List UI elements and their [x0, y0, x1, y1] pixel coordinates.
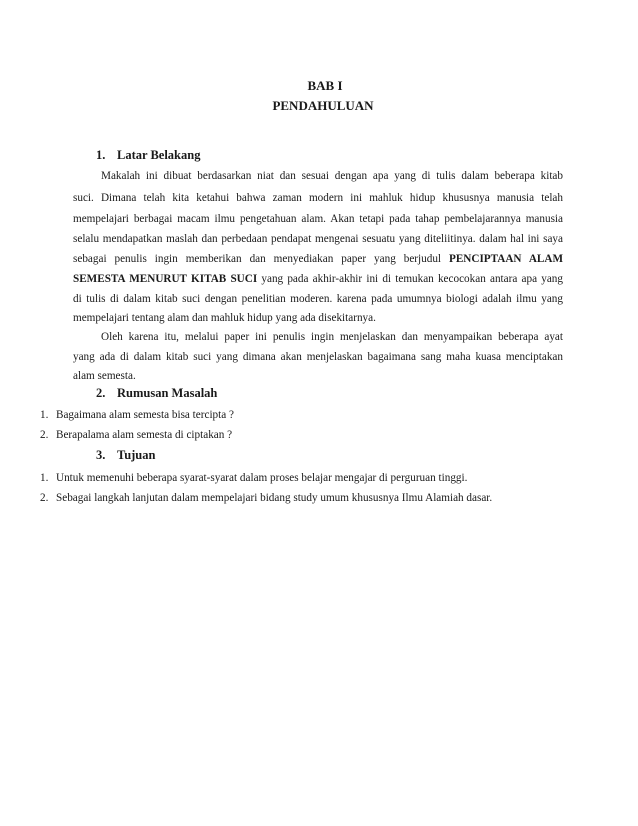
list-item: [40, 471, 468, 485]
paragraph-line: alam semesta.: [73, 370, 136, 382]
list-text: Sebagai langkah lanjutan dalam mempelajari bidang study umum khususnya Ilmu Alamiah dasar.: [56, 492, 493, 504]
section-heading-tujuan: [96, 448, 155, 463]
list-text: Bagaimana alam semesta bisa tercipta ?: [56, 409, 234, 421]
paper-title-bold: PENCIPTAAN ALAM: [448, 253, 564, 265]
list-text: Untuk memenuhi beberapa syarat-syarat dalam proses belajar mengajar di perguruan tinggi.: [56, 472, 468, 484]
paragraph-line: [73, 272, 563, 286]
paragraph-line: [73, 252, 563, 266]
list-number: 2.: [40, 429, 49, 441]
section-heading-rumusan-masalah: [96, 386, 217, 401]
paragraph-line: Oleh karena itu, melalui paper ini penulis ingin menjelaskan dan menyampaikan beberapa ayat: [101, 331, 563, 343]
section-title: Tujuan: [117, 448, 156, 462]
paper-title-bold: SEMESTA MENURUT KITAB SUCI: [73, 273, 258, 285]
section-title: Latar Belakang: [117, 148, 201, 162]
list-number: 1.: [40, 409, 49, 421]
section-heading-latar-belakang: [96, 148, 200, 163]
paragraph-line: suci. Dimana telah kita ketahui bahwa zaman modern ini mahluk hidup khususnya manusia telah: [73, 192, 563, 204]
list-text: Berapalama alam semesta di ciptakan ?: [56, 429, 233, 441]
paragraph-line: Makalah ini dibuat berdasarkan niat dan sesuai dengan apa yang di tulis dalam beberapa kitab: [101, 170, 563, 182]
paragraph-line: mempelajari tentang alam dan mahluk hidup yang ada disekitarnya.: [73, 312, 376, 324]
section-number: 1.: [96, 148, 106, 162]
list-item: [40, 428, 233, 442]
section-number: 2.: [96, 386, 106, 400]
chapter-subtitle: PENDAHULUAN: [272, 98, 374, 113]
list-number: 2.: [40, 492, 49, 504]
section-number: 3.: [96, 448, 106, 462]
paragraph-line: selalu mendapatkan maslah dan perbedaan pendapat mengenai sesuatu yang diteliitinya. dalam hal ini saya: [73, 233, 563, 245]
chapter-title: BAB I: [307, 78, 343, 93]
list-item: [40, 491, 493, 505]
paragraph-line: mempelajari berbagai macam ilmu pengetahuan alam. Akan tetapi pada tahap pembelajarannya manusia: [73, 213, 563, 225]
line-text: sebagai penulis ingin memberikan dan menyediakan paper yang berjudul: [73, 253, 442, 265]
list-item: [40, 408, 234, 422]
paragraph-line: yang ada di dalam kitab suci yang dimana akan menjelaskan bagaimana sang maha kuasa menciptakan: [73, 351, 563, 363]
section-title: Rumusan Masalah: [117, 386, 218, 400]
list-number: 1.: [40, 472, 49, 484]
paragraph-line: di tulis di dalam kitab suci dengan penelitian moderen. karena pada umumnya biologi adalah ilmu yang: [73, 293, 563, 305]
line-text: yang pada akhir-akhir ini di temukan kecocokan antara apa yang: [261, 273, 563, 285]
